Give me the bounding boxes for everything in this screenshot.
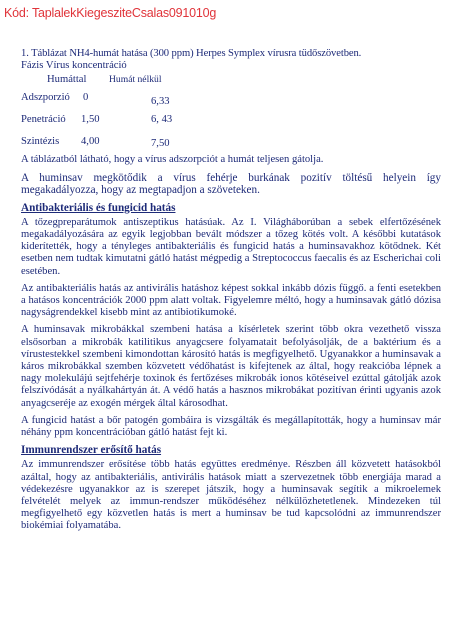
table-row-label: Penetráció — [21, 114, 66, 126]
table-row-label: Szintézis — [21, 136, 60, 148]
virus-table — [21, 74, 441, 154]
table-cell-with: 4,00 — [81, 136, 100, 148]
paragraph: Az immunrendszer erősítése több hatás együttes eredménye. Részben áll közvetett hatásokból azáltal, hogy az antibakteriális, antivirális hatások miatt a szervezetnek több energiája marad a védekezésre ugyanakkor az is szerepet játszik, hogy a huminsavak segítik a mikroelemek felvételét melyek az immun-rendszer működéséhez nélkülözhetetlenek. Mindezeken túl megfigyelhető egy közvetlen hatás is mert a huminsav be tud kapcsolódni az immunrendszer biokémiai folyamatába. — [21, 459, 441, 532]
paragraph: A táblázatból látható, hogy a vírus adszorpciót a humát teljesen gátolja. — [21, 154, 324, 166]
section-heading: Antibakteriális és fungicid hatás — [21, 201, 176, 214]
paragraph: A tőzegpreparátumok antiszeptikus hatásúak. Az I. Világháborúban a sebek elfertőzésének megakadályozására az egyik legjobban bevált módszer a tőzeg kötés volt. A későbbi kutatások kiderítették, hogy a tényleges antibakteriális és fungicid hatás a huminsavakhoz kötődnek. Két esetben nem tudtak kimutatni gátló hatást mégpedig a Streptococcus faecalis és az Escherichai coli esetében. — [21, 216, 441, 277]
table-col-without-humate: Humát nélkül — [109, 74, 162, 86]
table-caption: 1. Táblázat NH4-humát hatása (300 ppm) Herpes Symplex vírusra tüdőszövetben. — [21, 48, 362, 59]
table-col-with-humate: Humáttal — [47, 74, 87, 86]
paragraph: A huminsavak mikrobákkal szembeni hatása a kísérletek szerint több okra vezethető vissza elsősorban a mikrobák katilitikus anyagcsere folyamatait befolyásolják, de a baktérium és a vírustestekkel szembeni kimondottan károsító hatás is megfigyelhető. Ugyanakkor a huminsavak a káros mikrobákkal szemben közvetett védőhatást is kifejtenek az által, hogy reakcióba lépnek a nagy molekulájú sejtfehérje toxinok és fertőzéses mikrobák ionos kötéseivel ezúttal gátolják azok felszívódását a nyálkahártyán át. A védő hatás a hasznos mikrobákat pozitívan érinti ugyanis azok anyagcseréje az exogén mérgek által károsodhat. — [21, 324, 441, 409]
table-cell-without: 6, 43 — [151, 114, 173, 126]
table-cell-with: 0 — [83, 92, 89, 104]
table-cell-without: 7,50 — [151, 138, 170, 150]
paragraph: A huminsav megkötődik a vírus fehérje burkának pozitív töltésű helyein így megakadályozza, hogy az megtapadjon a szöveteken. — [21, 171, 441, 197]
section-heading: Immunrendszer erősítő hatás — [21, 444, 162, 457]
table-row-label: Adszporzió — [21, 92, 70, 104]
paragraph: A fungicid hatást a bőr patogén gombáira is vizsgálták és megállapították, hogy a huminsav már néhány ppm koncentrációban gátló hatást fejt ki. — [21, 414, 441, 439]
table-cell-without: 6,33 — [151, 96, 170, 108]
table-cell-with: 1,50 — [81, 114, 100, 126]
document-code-label: Kód: TaplalekKiegesziteCsalas091010g — [4, 6, 217, 20]
table-phase-header: Fázis Vírus koncentráció — [21, 60, 127, 72]
paragraph: Az antibakteriális hatás az antivirális hatáshoz képest sokkal inkább dózis függő. a fenti esetekben a hatásos koncentrációk 2000 ppm alatt voltak. Figyelemre méltó, hogy a huminsavak gátló dózisa nagyságrendekkel kisebb mint az antibiotikumoké. — [21, 282, 441, 319]
document-body — [21, 48, 441, 538]
